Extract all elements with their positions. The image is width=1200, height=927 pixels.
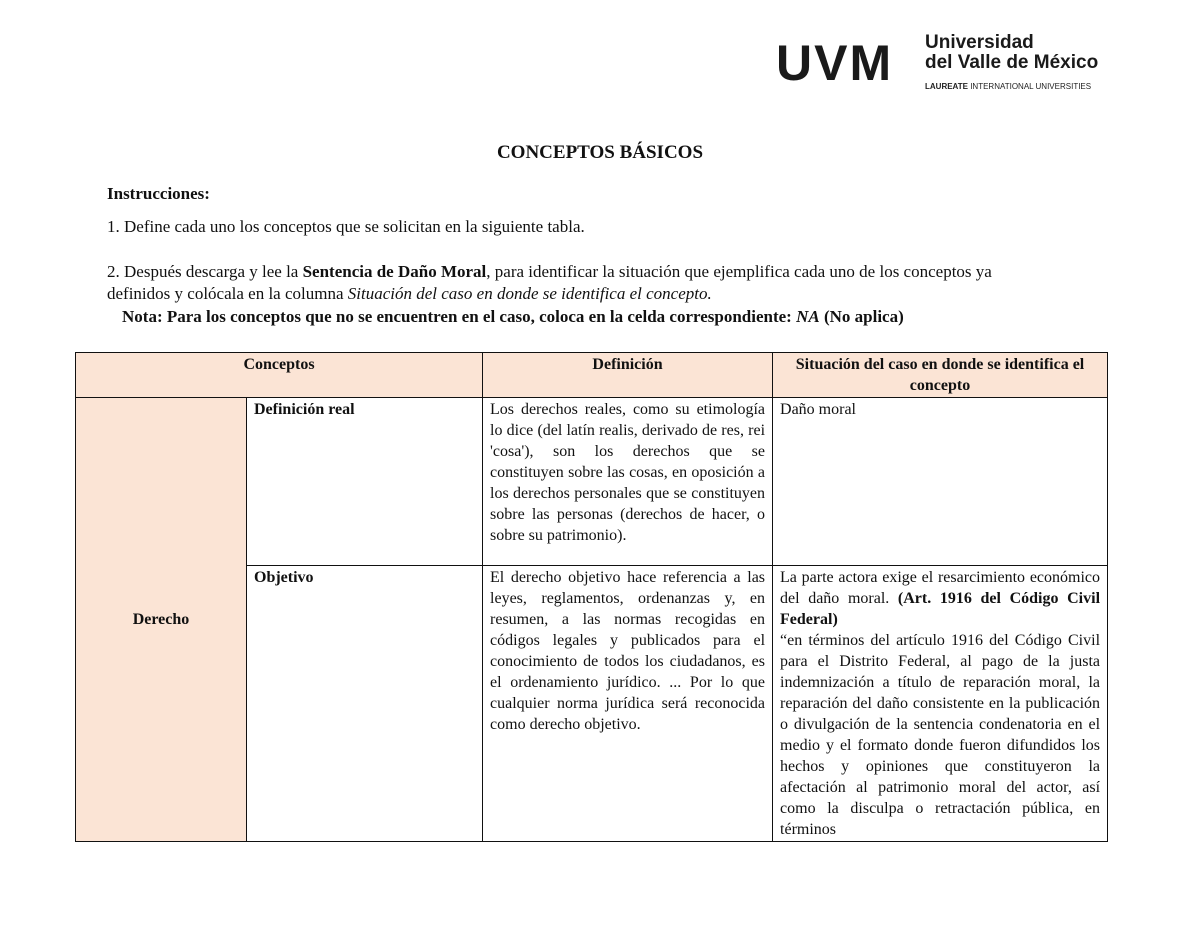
instruction-2: 2. Después descarga y lee la Sentencia de Daño Moral, para identificar la situación que ejemplifica cada uno de los conceptos ya definidos y colócala en la columna Situación del caso en donde se identifica el concepto. [107,262,992,303]
concepts-table [75,352,1108,842]
logo-mark: UVM [776,35,894,91]
definition-cell: El derecho objetivo hace referencia a las leyes, reglamentos, ordenanzas y, en resumen, a las normas recogidas en códigos legales y publicados para el conocimiento de todos los ciudadanos, es el ordenamiento jurídico. ... Por lo que cualquier norma jurídica será reconocida como derecho objetivo. [483,566,773,842]
logo-name-line2: del Valle de México [925,52,1099,73]
header-definition: Definición [483,353,773,398]
instruction-1: 1. Define cada uno los conceptos que se solicitan en la siguiente tabla. [107,217,585,236]
logo-name-line1: Universidad [925,32,1034,53]
header-situation: Situación del caso en donde se identifica el concepto [773,353,1108,398]
situation-cell: Daño moral [773,398,1108,566]
concept-cell: Objetivo [247,566,483,842]
instruction-note: Nota: Para los conceptos que no se encuentren en el caso, coloca en la celda correspondiente: NA (No aplica) [122,307,904,326]
page-title: CONCEPTOS BÁSICOS [496,142,704,163]
concept-group-derecho: Derecho [76,398,247,842]
header-concepts: Conceptos [76,353,483,398]
uvm-logo [776,32,1099,96]
concept-cell: Definición real [247,398,483,566]
definition-cell: Los derechos reales, como su etimología lo dice (del latín realis, derivado de res, rei 'cosa'), son los derechos que se constituyen sobre las cosas, en oposición a los derechos personales que se constituyen sobre las personas (derechos de hacer, o sobre su patrimonio). [483,398,773,566]
logo-tagline: LAUREATE INTERNATIONAL UNIVERSITIES [925,82,1092,91]
situation-cell: La parte actora exige el resarcimiento económico del daño moral. (Art. 1916 del Código Civil Federal) “en términos del artículo 1916 del Código Civil para el Distrito Federal, al pago de la justa indemnización a título de reparación moral, la reparación del daño consistente en la publicación o divulgación de la sentencia condenatoria en el medio y el formato donde fueron difundidos los hechos y opiniones que constituyeron la afectación al patrimonio moral del actor, así como la disculpa o retractación pública, en términos [773,566,1108,842]
table-row [76,398,1108,566]
table-header-row [76,353,1108,398]
instructions-heading: Instrucciones: [107,184,210,203]
